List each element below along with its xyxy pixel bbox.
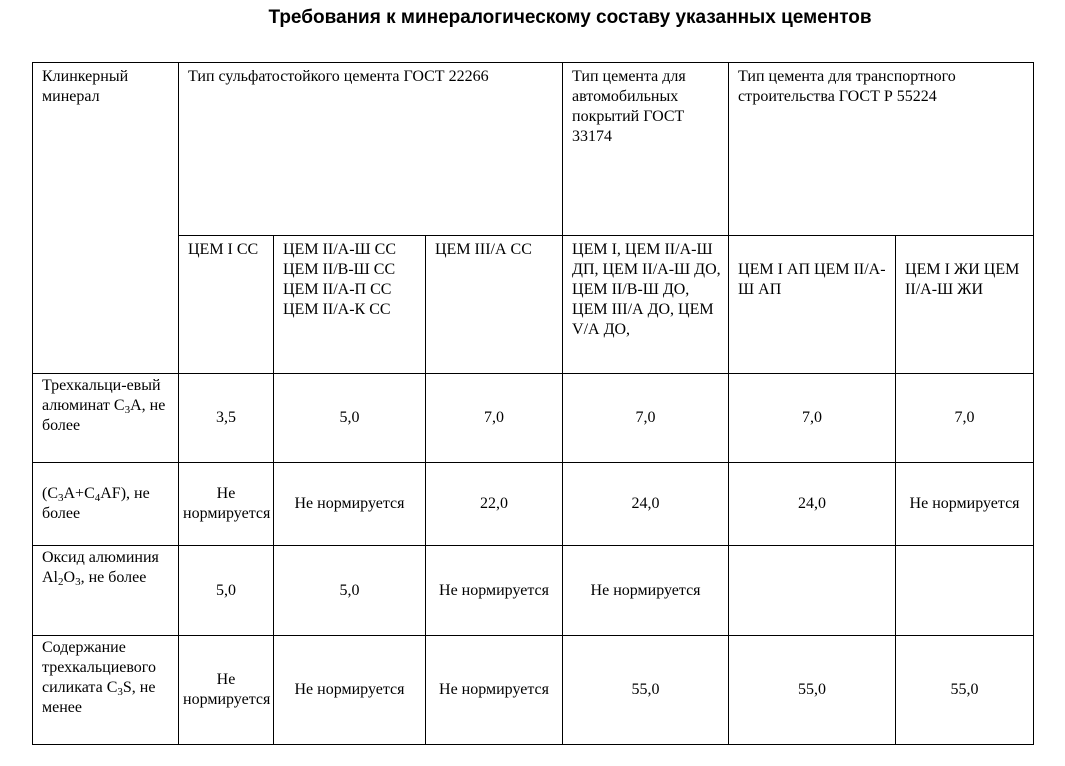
table-cell: 7,0	[563, 374, 729, 463]
row-label: $(C_3A+C_4AF)$, не более	[33, 463, 179, 546]
subheader-cell: ЦЕМ III/А СС	[426, 236, 563, 374]
table-row	[33, 546, 1034, 636]
table-row	[33, 636, 1034, 745]
table-cell: 55,0	[563, 636, 729, 745]
header-group-road: Тип цемента для автомобильных покрытий ГОСТ 33174	[563, 63, 729, 236]
table-cell: 55,0	[729, 636, 896, 745]
table-cell: 3,5	[179, 374, 274, 463]
table-cell: Не нормируется	[179, 463, 274, 546]
subheader-cell: ЦЕМ II/А-Ш СС ЦЕМ II/В-Ш СС ЦЕМ II/А-П СС ЦЕМ II/А-К СС	[274, 236, 426, 374]
header-mineral: Клинкерный минерал	[33, 63, 179, 374]
row-label: Трехкальци-евый алюминат $C_3A$, не более	[33, 374, 179, 463]
header-row	[33, 63, 1034, 236]
table-cell: Не нормируется	[274, 636, 426, 745]
table-cell: 7,0	[426, 374, 563, 463]
table-cell	[896, 546, 1034, 636]
table-cell: Не нормируется	[179, 636, 274, 745]
subheader-cell: ЦЕМ I ЖИ ЦЕМ II/А-Ш ЖИ	[896, 236, 1034, 374]
table-cell: 22,0	[426, 463, 563, 546]
subheader-row	[33, 236, 1034, 374]
table-cell: 7,0	[896, 374, 1034, 463]
row-label: Содержание трехкальциевого силиката $C_3S$, не менее	[33, 636, 179, 745]
header-group-sulfate: Тип сульфатостойкого цемента ГОСТ 22266	[179, 63, 563, 236]
document-title: Требования к минералогическому составу указанных цементов	[268, 7, 872, 28]
table-cell: 5,0	[179, 546, 274, 636]
subheader-cell: ЦЕМ I СС	[179, 236, 274, 374]
table-cell: 5,0	[274, 374, 426, 463]
table-cell: Не нормируется	[426, 546, 563, 636]
table-cell: Не нормируется	[426, 636, 563, 745]
table-cell: 24,0	[729, 463, 896, 546]
subheader-cell: ЦЕМ I АП ЦЕМ II/А-Ш АП	[729, 236, 896, 374]
row-label: Оксид алюминия $Al_2O_3$, не более	[33, 546, 179, 636]
subheader-cell: ЦЕМ I, ЦЕМ II/А-Ш ДП, ЦЕМ II/А-Ш ДО, ЦЕМ II/В-Ш ДО, ЦЕМ III/А ДО, ЦЕМ V/А ДО,	[563, 236, 729, 374]
table-cell: Не нормируется	[563, 546, 729, 636]
table-cell: 24,0	[563, 463, 729, 546]
table-cell: 7,0	[729, 374, 896, 463]
table-row	[33, 463, 1034, 546]
table-cell: Не нормируется	[896, 463, 1034, 546]
header-group-transport: Тип цемента для транспортного строительства ГОСТ Р 55224	[729, 63, 1034, 236]
requirements-table	[32, 62, 1034, 745]
table-cell: 55,0	[896, 636, 1034, 745]
table-row	[33, 374, 1034, 463]
table-cell: 5,0	[274, 546, 426, 636]
table-cell	[729, 546, 896, 636]
table-cell: Не нормируется	[274, 463, 426, 546]
